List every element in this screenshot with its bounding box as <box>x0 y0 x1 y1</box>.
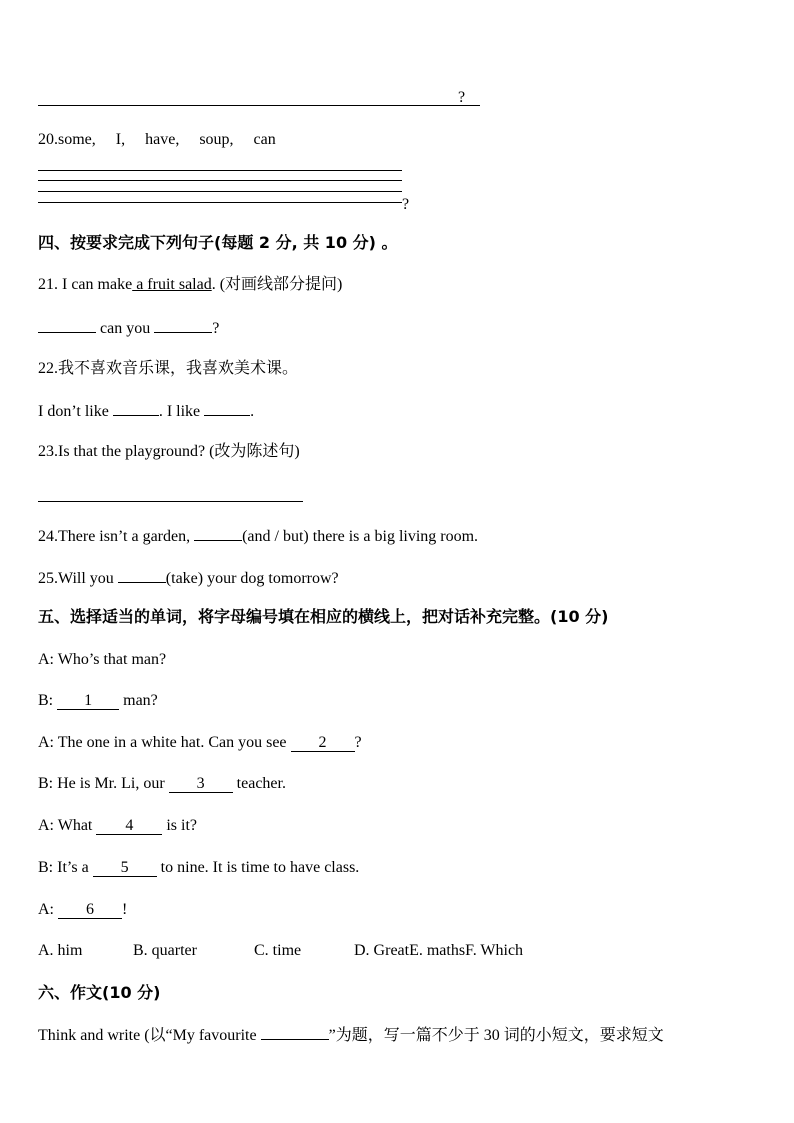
dialogue-line <box>38 733 362 753</box>
dialogue-blank-3[interactable]: 3 <box>169 776 233 793</box>
q25-blank[interactable] <box>118 567 166 583</box>
dialogue-speaker-text: B: He is Mr. Li, our <box>38 775 169 792</box>
q20-answer-line[interactable] <box>38 202 402 203</box>
q20-word: can <box>253 131 276 148</box>
dialogue-line: A: Who’s that man? <box>38 651 167 668</box>
option-a: A. him <box>38 942 83 959</box>
q22-prompt <box>38 359 298 379</box>
q23-number: 23. <box>38 443 58 460</box>
q23-sentence: Is that the playground? (改为陈述句) <box>58 443 300 460</box>
q19-answer-line[interactable] <box>38 105 480 106</box>
q20-word: some, <box>58 131 96 148</box>
dialogue-line <box>38 858 359 878</box>
q21-underlined-phrase: a fruit salad <box>132 276 212 293</box>
q22-text: . <box>250 403 255 420</box>
dialogue-blank-1[interactable]: 1 <box>57 693 119 710</box>
q20-word: have, <box>145 131 180 148</box>
q21-answer-text: can you <box>96 320 155 337</box>
dialogue-blank-6[interactable]: 6 <box>58 902 122 919</box>
q25-prompt <box>38 567 339 589</box>
q24-text: There isn’t a garden, <box>58 528 195 545</box>
q19-question-mark: ? <box>458 89 466 106</box>
q22-text: I don’t like <box>38 403 113 420</box>
option-b: B. quarter <box>133 942 197 959</box>
q23-answer-line[interactable] <box>38 501 303 502</box>
dialogue-blank-2[interactable]: 2 <box>291 735 355 752</box>
q20-answer-line[interactable] <box>38 180 402 181</box>
dialogue-line <box>38 900 127 920</box>
q22-blank-1[interactable] <box>113 400 159 416</box>
q21-instruction: . (对画线部分提问) <box>211 276 343 293</box>
q21-answer <box>38 317 219 339</box>
dialogue-blank-5[interactable]: 5 <box>93 860 157 877</box>
section6-heading: 六、作文(10 分) <box>38 983 161 1002</box>
q25-text: (take) your dog tomorrow? <box>165 570 339 587</box>
q22-chinese-sentence: 我不喜欢音乐课，我喜欢美术课。 <box>58 360 299 377</box>
dialogue-text: ? <box>354 734 362 751</box>
section4-heading: 四、按要求完成下列句子(每题 2 分, 共 10 分) 。 <box>38 233 398 252</box>
q22-blank-2[interactable] <box>204 400 250 416</box>
q22-number: 22. <box>38 360 58 377</box>
writing-title-blank[interactable] <box>261 1024 329 1040</box>
dialogue-text: is it? <box>162 817 198 834</box>
q20-word: I, <box>115 131 126 148</box>
writing-text: ”为题，写一篇不少于 30 词的小短文，要求短文 <box>328 1027 664 1044</box>
q25-text: Will you <box>58 570 118 587</box>
q20-word: soup, <box>199 131 234 148</box>
q21-question-mark: ? <box>212 320 220 337</box>
dialogue-speaker-text: A: <box>38 901 58 918</box>
q20-answer-line[interactable] <box>38 170 402 171</box>
q24-blank[interactable] <box>194 525 242 541</box>
dialogue-speaker-text: A: What <box>38 817 97 834</box>
q22-text: . I like <box>158 403 205 420</box>
q21-blank-1[interactable] <box>38 317 96 333</box>
q24-prompt <box>38 525 478 547</box>
dialogue-text: ! <box>122 901 128 918</box>
dialogue-text: to nine. It is time to have class. <box>156 859 360 876</box>
q24-number: 24. <box>38 528 58 545</box>
dialogue-blank-4[interactable]: 4 <box>96 818 162 835</box>
q21-text: I can make <box>58 276 133 293</box>
option-c: C. time <box>254 942 302 959</box>
q20-prompt <box>38 130 276 150</box>
q21-number: 21. <box>38 276 58 293</box>
dialogue-speaker-text: B: It’s a <box>38 859 93 876</box>
q23-prompt <box>38 442 300 462</box>
option-d-e-f: D. GreatE. mathsF. Which <box>354 942 524 959</box>
q22-answer <box>38 400 254 422</box>
writing-prompt <box>38 1024 664 1046</box>
dialogue-line <box>38 816 197 836</box>
q20-question-mark: ? <box>402 196 410 213</box>
q21-prompt <box>38 275 342 295</box>
writing-text: Think and write (以“My favourite <box>38 1027 261 1044</box>
dialogue-text: man? <box>119 692 158 709</box>
dialogue-line <box>38 691 158 711</box>
section5-heading: 五、选择适当的单词，将字母编号填在相应的横线上，把对话补充完整。(10 分) <box>38 607 609 626</box>
q21-blank-2[interactable] <box>154 317 212 333</box>
dialogue-speaker-text: B: <box>38 692 58 709</box>
q20-answer-line[interactable] <box>38 191 402 192</box>
dialogue-line <box>38 774 286 794</box>
dialogue-text: teacher. <box>232 775 286 792</box>
q24-text: (and / but) there is a big living room. <box>242 528 479 545</box>
q20-number: 20. <box>38 131 58 148</box>
q25-number: 25. <box>38 570 58 587</box>
dialogue-speaker-text: A: The one in a white hat. Can you see <box>38 734 291 751</box>
